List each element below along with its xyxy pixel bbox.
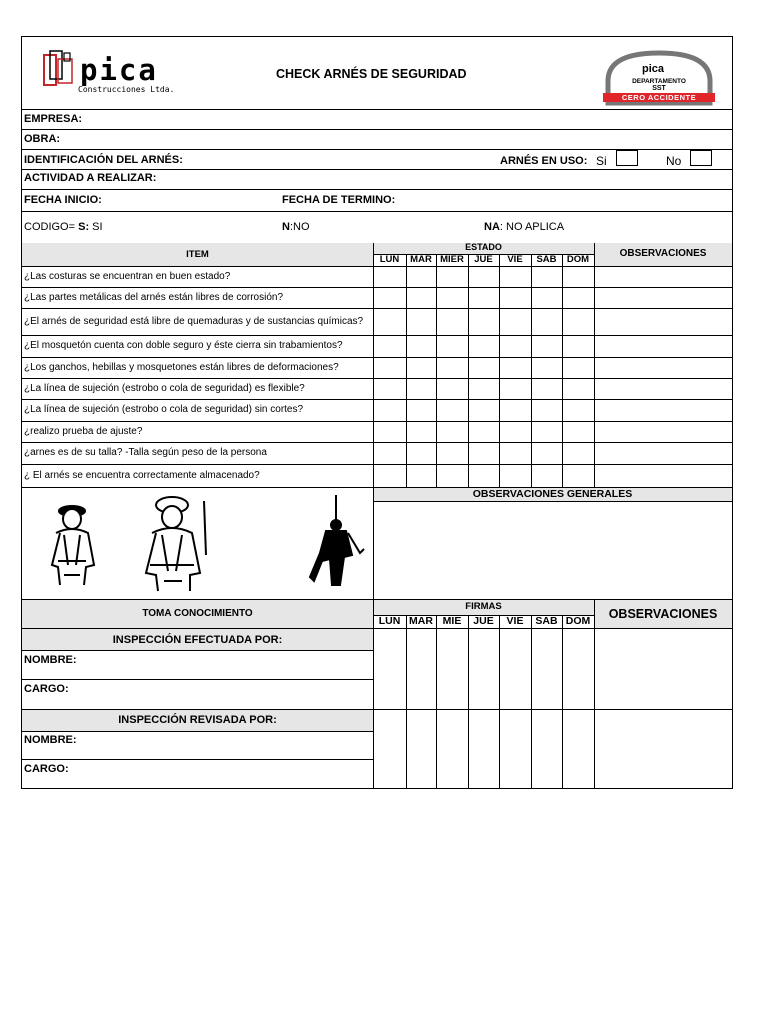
estado-cell-mar[interactable] [407, 357, 436, 378]
firma-cell-revisada-dom[interactable] [563, 710, 594, 788]
estado-cell-sab[interactable] [532, 287, 562, 308]
estado-cell-lun[interactable] [374, 442, 406, 464]
firma-cell-efectuada-lun[interactable] [374, 629, 406, 709]
checklist-item-label: ¿El mosquetón cuenta con doble seguro y éste cierra sin trabamientos? [24, 340, 343, 351]
estado-cell-jue[interactable] [469, 464, 499, 487]
observaciones-cell[interactable] [595, 266, 732, 287]
estado-cell-mar[interactable] [407, 335, 436, 357]
estado-cell-dom[interactable] [563, 266, 594, 287]
no-checkbox[interactable] [690, 150, 712, 166]
estado-cell-mar[interactable] [407, 464, 436, 487]
estado-cell-lun[interactable] [374, 464, 406, 487]
codigo-na-val: : NO APLICA [499, 221, 565, 233]
revisada-por-header: INSPECCIÓN REVISADA POR: [118, 714, 277, 726]
estado-cell-dom[interactable] [563, 335, 594, 357]
estado-cell-jue[interactable] [469, 421, 499, 442]
observaciones-cell[interactable] [595, 335, 732, 357]
observaciones-cell[interactable] [595, 308, 732, 335]
firma-day-sab: SAB [535, 615, 558, 627]
firma-day-dom: DOM [565, 615, 591, 627]
badge-sst: SST [652, 85, 666, 92]
estado-cell-jue[interactable] [469, 442, 499, 464]
table-row [22, 335, 732, 357]
fecha-termino-label: FECHA DE TERMINO: [282, 194, 396, 206]
estado-cell-dom[interactable] [563, 308, 594, 335]
table-row [22, 421, 732, 442]
identificacion-label: IDENTIFICACIÓN DEL ARNÉS: [24, 154, 183, 166]
sst-badge [600, 47, 718, 109]
fecha-inicio-label: FECHA INICIO: [24, 194, 102, 206]
estado-cell-sab[interactable] [532, 464, 562, 487]
page-title: CHECK ARNÉS DE SEGURIDAD [276, 67, 467, 81]
table-row [22, 357, 732, 378]
estado-cell-jue[interactable] [469, 335, 499, 357]
estado-cell-mar[interactable] [407, 442, 436, 464]
table-row [22, 287, 732, 308]
estado-cell-jue[interactable] [469, 266, 499, 287]
codigo-n-val: :NO [289, 221, 310, 233]
estado-cell-jue[interactable] [469, 357, 499, 378]
logo-subtitle: Construcciones Ltda. [78, 85, 175, 94]
efectuada-por-header: INSPECCIÓN EFECTUADA POR: [112, 634, 283, 646]
si-checkbox[interactable] [616, 150, 638, 166]
harness-checklist-form [21, 36, 733, 789]
arnes-en-uso-label: ARNÉS EN USO: [500, 155, 588, 167]
estado-cell-jue[interactable] [469, 308, 499, 335]
estado-header: ESTADO [465, 242, 502, 252]
observaciones-cell[interactable] [595, 399, 732, 421]
estado-cell-vie[interactable] [500, 287, 531, 308]
estado-cell-dom[interactable] [563, 287, 594, 308]
firma-cell-efectuada-dom[interactable] [563, 629, 594, 709]
estado-cell-sab[interactable] [532, 335, 562, 357]
observaciones-header: OBSERVACIONES [619, 248, 707, 259]
estado-cell-lun[interactable] [374, 287, 406, 308]
estado-cell-vie[interactable] [500, 421, 531, 442]
company-logo [42, 47, 175, 97]
estado-cell-lun[interactable] [374, 421, 406, 442]
checklist-item-label: ¿La línea de sujeción (estrobo o cola de seguridad) sin cortes? [24, 404, 304, 415]
observaciones-cell[interactable] [595, 421, 732, 442]
estado-cell-dom[interactable] [563, 442, 594, 464]
checklist-item-label: ¿realizo prueba de ajuste? [24, 425, 143, 437]
estado-cell-lun[interactable] [374, 378, 406, 399]
estado-cell-mar[interactable] [407, 378, 436, 399]
estado-cell-lun[interactable] [374, 308, 406, 335]
item-header: ITEM [186, 249, 209, 260]
firma-day-mie: MIE [442, 615, 462, 627]
estado-cell-mier[interactable] [437, 399, 468, 421]
checklist-item-label: ¿Los ganchos, hebillas y mosquetones están libres de deformaciones? [24, 361, 339, 373]
firma-day-lun: LUN [378, 615, 401, 627]
estado-cell-vie[interactable] [500, 357, 531, 378]
estado-cell-sab[interactable] [532, 421, 562, 442]
codigo-s-val: SI [92, 221, 103, 233]
observaciones-cell[interactable] [595, 378, 732, 399]
estado-day-sab: SAB [536, 254, 557, 265]
estado-cell-lun[interactable] [374, 335, 406, 357]
si-label: Si [596, 154, 607, 168]
codigo-n-key: N [282, 221, 290, 233]
obra-label: OBRA: [24, 133, 61, 145]
estado-day-jue: JUE [474, 254, 493, 265]
table-row [22, 442, 732, 464]
table-row [22, 464, 732, 487]
estado-cell-vie[interactable] [500, 308, 531, 335]
table-row [22, 378, 732, 399]
logo-mark-icon [42, 49, 76, 89]
observaciones-generales-header: OBSERVACIONES GENERALES [472, 488, 633, 500]
estado-cell-sab[interactable] [532, 266, 562, 287]
estado-cell-vie[interactable] [500, 378, 531, 399]
estado-cell-vie[interactable] [500, 399, 531, 421]
efectuada-nombre-label: NOMBRE: [24, 654, 77, 666]
table-row [22, 308, 732, 335]
checklist-item-label: ¿Las partes metálicas del arnés están libres de corrosión? [24, 291, 284, 303]
checklist-item-label: ¿Las costuras se encuentran en buen estado? [24, 270, 231, 282]
firma-observaciones-cell-efectuada[interactable] [595, 629, 732, 709]
estado-cell-mier[interactable] [437, 266, 468, 287]
estado-cell-jue[interactable] [469, 378, 499, 399]
firma-day-jue: JUE [473, 615, 494, 627]
estado-cell-lun[interactable] [374, 399, 406, 421]
codigo-na-key: NA [484, 221, 500, 233]
estado-cell-mier[interactable] [437, 421, 468, 442]
toma-conocimiento-header: TOMA CONOCIMIENTO [142, 608, 253, 619]
actividad-label: ACTIVIDAD A REALIZAR: [24, 172, 157, 184]
revisada-cargo-label: CARGO: [24, 763, 69, 775]
firma-day-vie: VIE [506, 615, 524, 627]
estado-cell-mar[interactable] [407, 266, 436, 287]
revisada-nombre-label: NOMBRE: [24, 734, 77, 746]
firma-day-mar: MAR [409, 615, 433, 627]
estado-day-dom: DOM [566, 254, 590, 265]
estado-cell-jue[interactable] [469, 399, 499, 421]
badge-name: pica [642, 63, 665, 75]
firma-cell-efectuada-mie[interactable] [437, 629, 468, 709]
estado-cell-dom[interactable] [563, 378, 594, 399]
estado-cell-dom[interactable] [563, 464, 594, 487]
estado-cell-mar[interactable] [407, 287, 436, 308]
checklist-item-label: ¿El arnés de seguridad está libre de quemaduras y de sustancias químicas? [24, 315, 364, 327]
estado-cell-mier[interactable] [437, 287, 468, 308]
estado-cell-jue[interactable] [469, 287, 499, 308]
estado-cell-mier[interactable] [437, 378, 468, 399]
estado-cell-sab[interactable] [532, 357, 562, 378]
efectuada-cargo-label: CARGO: [24, 683, 69, 695]
firma-cell-revisada-mar[interactable] [407, 710, 436, 788]
observaciones-cell[interactable] [595, 464, 732, 487]
estado-cell-mar[interactable] [407, 308, 436, 335]
estado-day-mier: MIER [440, 254, 464, 265]
estado-cell-dom[interactable] [563, 357, 594, 378]
table-row [22, 266, 732, 287]
observaciones-cell[interactable] [595, 357, 732, 378]
codigo-s-key: S: [78, 221, 90, 233]
codigo-n [282, 220, 310, 234]
estado-cell-vie[interactable] [500, 335, 531, 357]
estado-cell-dom[interactable] [563, 399, 594, 421]
badge-department: DEPARTAMENTO [632, 78, 686, 85]
harness-illustrations-icon [34, 495, 369, 595]
firmas-header: FIRMAS [465, 601, 502, 612]
logo-name: pica [80, 53, 158, 87]
table-row [22, 399, 732, 421]
estado-cell-vie[interactable] [500, 266, 531, 287]
firma-cell-revisada-vie[interactable] [500, 710, 531, 788]
badge-band-text: CERO ACCIDENTE [621, 93, 697, 102]
estado-cell-mar[interactable] [407, 399, 436, 421]
estado-cell-dom[interactable] [563, 421, 594, 442]
codigo-legend [24, 220, 103, 234]
estado-day-vie: VIE [507, 254, 523, 265]
no-label: No [666, 154, 682, 168]
estado-cell-sab[interactable] [532, 442, 562, 464]
firmas-observaciones-header: OBSERVACIONES [608, 607, 718, 621]
firma-cell-efectuada-jue[interactable] [469, 629, 499, 709]
estado-cell-mier[interactable] [437, 464, 468, 487]
estado-cell-mier[interactable] [437, 442, 468, 464]
firma-cell-revisada-sab[interactable] [532, 710, 562, 788]
firma-cell-revisada-lun[interactable] [374, 710, 406, 788]
firma-cell-revisada-mie[interactable] [437, 710, 468, 788]
observaciones-cell[interactable] [595, 287, 732, 308]
estado-cell-lun[interactable] [374, 357, 406, 378]
estado-cell-mier[interactable] [437, 357, 468, 378]
firma-observaciones-cell-revisada[interactable] [595, 710, 732, 788]
estado-cell-sab[interactable] [532, 378, 562, 399]
estado-cell-lun[interactable] [374, 266, 406, 287]
firma-cell-efectuada-sab[interactable] [532, 629, 562, 709]
observaciones-cell[interactable] [595, 442, 732, 464]
firma-cell-revisada-jue[interactable] [469, 710, 499, 788]
firma-cell-efectuada-mar[interactable] [407, 629, 436, 709]
firma-cell-efectuada-vie[interactable] [500, 629, 531, 709]
codigo-na [484, 220, 564, 234]
estado-cell-mier[interactable] [437, 335, 468, 357]
empresa-label: EMPRESA: [24, 113, 83, 125]
checklist-item-label: ¿ El arnés se encuentra correctamente almacenado? [24, 469, 260, 481]
checklist-item-label: ¿arnes es de su talla? -Talla según peso de la persona [24, 447, 267, 458]
estado-cell-mar[interactable] [407, 421, 436, 442]
estado-cell-vie[interactable] [500, 442, 531, 464]
codigo-prefix: CODIGO= [24, 221, 76, 233]
observaciones-generales-area[interactable] [374, 502, 732, 599]
estado-cell-mier[interactable] [437, 308, 468, 335]
estado-cell-sab[interactable] [532, 399, 562, 421]
estado-cell-vie[interactable] [500, 464, 531, 487]
estado-day-lun: LUN [379, 254, 400, 265]
estado-day-mar: MAR [410, 254, 432, 265]
estado-cell-sab[interactable] [532, 308, 562, 335]
checklist-item-label: ¿La línea de sujeción (estrobo o cola de seguridad) es flexible? [24, 382, 305, 394]
